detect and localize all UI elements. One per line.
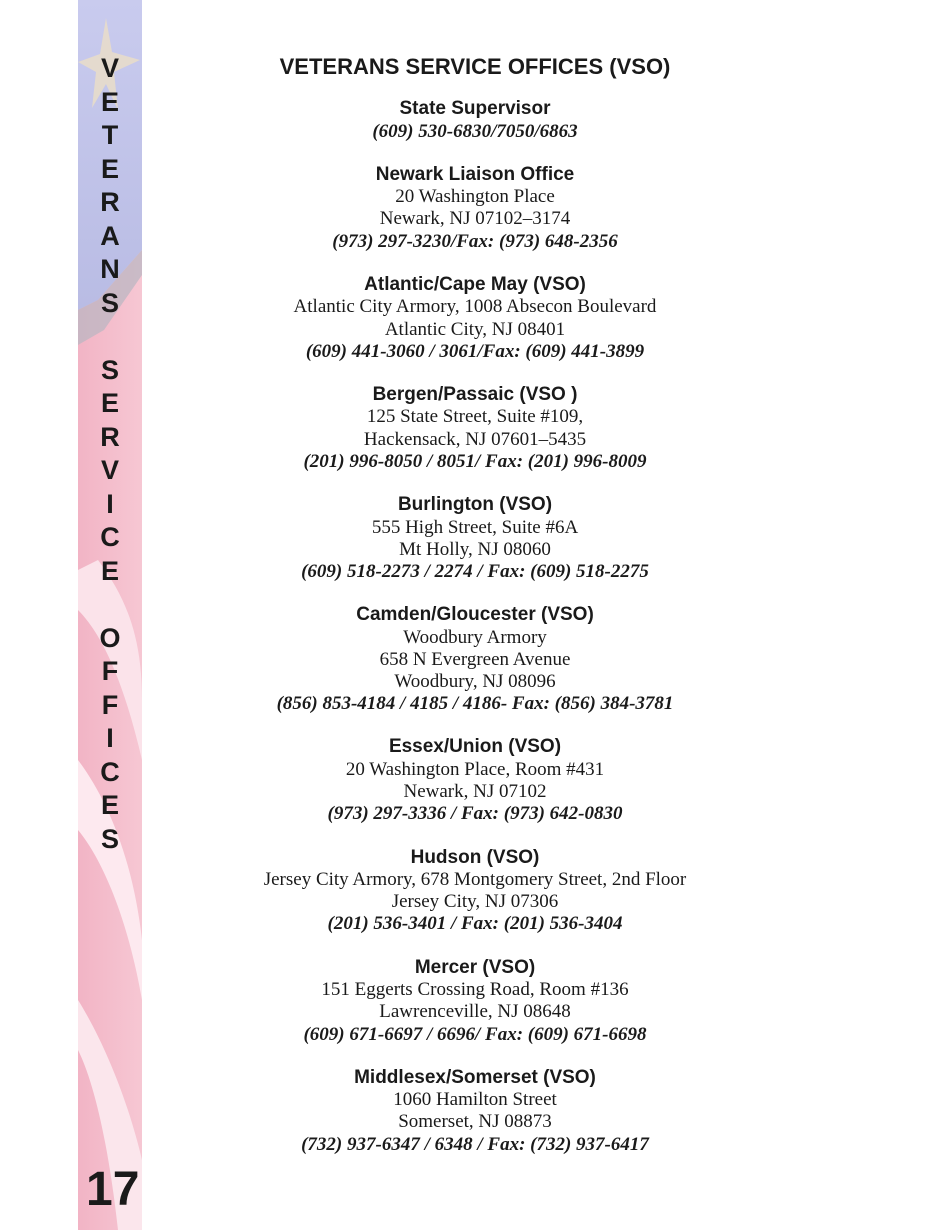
vertical-section-title (78, 52, 142, 856)
office-name: Bergen/Passaic (VSO ) (372, 383, 578, 405)
office-phone: (732) 937-6347 / 6348 / Fax: (732) 937-6417 (301, 1133, 649, 1155)
main-content (200, 52, 750, 1177)
office-entry (200, 274, 750, 363)
office-phone: (609) 671-6697 / 6696/ Fax: (609) 671-6698 (303, 1023, 647, 1045)
office-entry (200, 98, 750, 143)
office-entry (200, 736, 750, 825)
office-phone: (201) 996-8050 / 8051/ Fax: (201) 996-8009 (303, 450, 647, 472)
title-letter: F (101, 689, 119, 720)
title-letter: S (100, 354, 119, 385)
office-address-line: 151 Eggerts Crossing Road, Room #136 (321, 979, 629, 1001)
office-entry (200, 604, 750, 715)
title-letter: N (100, 254, 120, 284)
office-address-line: Jersey City Armory, 678 Montgomery Street, 2nd Floor (263, 869, 687, 891)
office-name: Atlantic/Cape May (VSO) (364, 273, 586, 295)
office-name: Middlesex/Somerset (VSO) (354, 1066, 596, 1088)
office-phone: (973) 297-3336 / Fax: (973) 642-0830 (327, 803, 623, 825)
title-letter: V (100, 53, 119, 83)
title-letter: R (100, 421, 120, 452)
office-phone: (609) 530-6830/7050/6863 (372, 120, 578, 142)
title-letter: I (106, 723, 114, 753)
page-title: VETERANS SERVICE OFFICES (VSO) (279, 54, 671, 79)
office-address-line: Newark, NJ 07102–3174 (379, 208, 571, 230)
title-letter: E (100, 153, 119, 184)
office-entry (200, 164, 750, 253)
office-name: Mercer (VSO) (414, 956, 536, 978)
office-address-line: Mt Holly, NJ 08060 (399, 538, 551, 560)
title-letter: O (99, 622, 121, 653)
title-letter: E (100, 388, 119, 418)
title-letter: T (101, 120, 119, 150)
office-name: Burlington (VSO) (397, 494, 553, 516)
office-address-line: Woodbury, NJ 08096 (394, 671, 556, 693)
office-address-line: 20 Washington Place (395, 186, 555, 208)
title-letter: A (100, 220, 120, 251)
office-entry (200, 494, 750, 583)
office-name: Essex/Union (VSO) (388, 736, 562, 758)
office-address-line: 125 State Street, Suite #109, (366, 406, 584, 428)
office-entry (200, 384, 750, 473)
office-phone: (609) 441-3060 / 3061/Fax: (609) 441-3899 (305, 340, 645, 362)
office-name: Newark Liaison Office (375, 163, 575, 185)
office-address-line: Jersey City, NJ 07306 (391, 891, 559, 913)
title-letter: F (101, 656, 119, 686)
title-letter: S (100, 287, 119, 318)
office-phone: (856) 853-4184 / 4185 / 4186- Fax: (856) 384-3781 (276, 693, 674, 715)
office-address-line: Lawrenceville, NJ 08648 (379, 1001, 571, 1023)
office-phone: (973) 297-3230/Fax: (973) 648-2356 (332, 230, 618, 252)
title-letter: V (100, 455, 119, 485)
title-letter: I (106, 488, 114, 519)
title-letter: S (100, 823, 119, 854)
office-address-line: Woodbury Armory (403, 626, 547, 648)
office-address-line: 658 N Evergreen Avenue (379, 648, 571, 670)
office-name: Hudson (VSO) (410, 846, 540, 868)
office-phone: (201) 536-3401 / Fax: (201) 536-3404 (327, 913, 623, 935)
office-list (200, 98, 750, 1156)
office-address-line: Somerset, NJ 08873 (398, 1111, 552, 1133)
office-entry (200, 957, 750, 1046)
title-letter: R (100, 187, 120, 217)
office-address-line: 555 High Street, Suite #6A (371, 516, 579, 538)
office-entry (200, 847, 750, 936)
office-name: State Supervisor (399, 98, 551, 119)
office-address-line: 20 Washington Place, Room #431 (345, 758, 605, 780)
title-letter: E (100, 790, 119, 820)
title-letter: C (100, 756, 120, 787)
office-address-line: 1060 Hamilton Street (393, 1089, 557, 1111)
title-letter: E (100, 555, 119, 586)
office-phone: (609) 518-2273 / 2274 / Fax: (609) 518-2275 (301, 560, 649, 582)
title-letter: E (100, 86, 119, 117)
office-name: Camden/Gloucester (VSO) (356, 604, 594, 626)
office-address-line: Atlantic City, NJ 08401 (384, 318, 566, 340)
office-address-line: Newark, NJ 07102 (403, 781, 547, 803)
office-entry (200, 1067, 750, 1156)
page-number: 17 (86, 1163, 140, 1216)
office-address-line: Atlantic City Armory, 1008 Absecon Boulevard (293, 296, 657, 318)
office-address-line: Hackensack, NJ 07601–5435 (363, 428, 587, 450)
title-letter: C (100, 522, 120, 552)
